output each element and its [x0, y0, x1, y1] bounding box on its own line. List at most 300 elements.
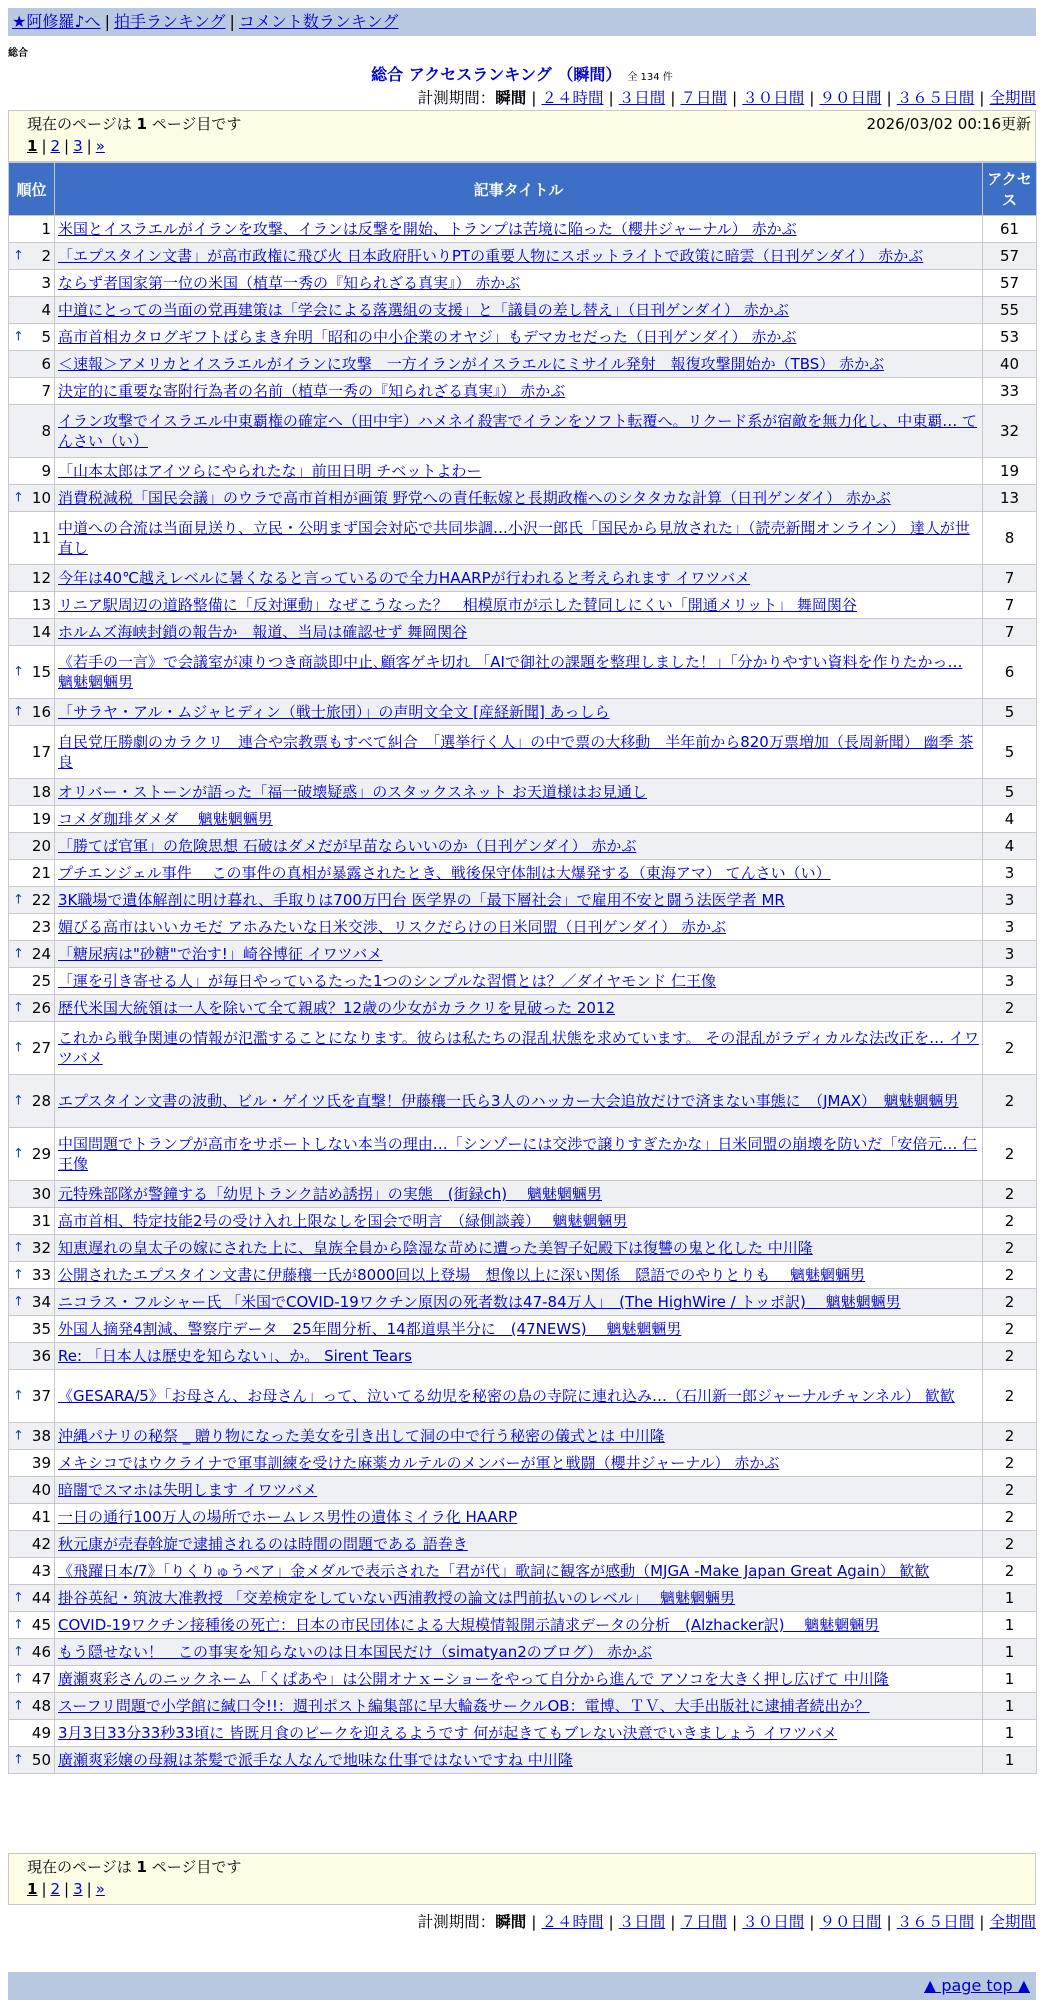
- access-count: 3: [983, 968, 1037, 995]
- rank-number: 18: [31, 783, 51, 801]
- article-link[interactable]: 「エプスタイン文書」が高市政権に飛び火 日本政府肝いりPTの重要人物にスポットライトで政策に暗雲（日刊ゲンダイ） 赤かぶ: [58, 247, 924, 265]
- title-cell: [55, 1747, 983, 1774]
- access-count: 19: [983, 458, 1037, 485]
- title-cell: [55, 351, 983, 378]
- title-cell: [55, 1316, 983, 1343]
- table-row: [9, 1022, 1037, 1075]
- article-link[interactable]: イラン攻撃でイスラエル中東覇権の確定へ（田中宇）ハメネイ殺害でイランをソフト転覆へ。リクード系が宿敵を無力化し、中東覇… てんさい（い）: [58, 412, 978, 450]
- rank-cell: [9, 779, 55, 806]
- rank-number: 41: [31, 1508, 51, 1526]
- page-link[interactable]: 2: [50, 1880, 61, 1898]
- rank-number: 43: [31, 1562, 51, 1580]
- access-count: 5: [983, 699, 1037, 726]
- rank-number: 17: [31, 743, 51, 761]
- period-option-link[interactable]: ９０日間: [819, 89, 882, 107]
- article-link[interactable]: 高市首相カタログギフトばらまき弁明「昭和の中小企業のオヤジ」もデマカセだった（日刊ゲンダイ） 赤かぶ: [58, 328, 797, 346]
- access-count: 2: [983, 1316, 1037, 1343]
- period-option-link[interactable]: ２４時間: [541, 1913, 604, 1931]
- rank-number: 28: [31, 1092, 51, 1110]
- period-selector-top: [418, 86, 1036, 108]
- period-separator: |: [608, 1913, 614, 1931]
- table-row: [9, 1504, 1037, 1531]
- period-separator: |: [886, 89, 892, 107]
- rank-cell: [9, 619, 55, 646]
- article-link[interactable]: 3月3日33分33秒33頃に 皆既月食のピークを迎えるようです 何が起きてもブレない決意でいきましょう イワツバメ: [58, 1724, 838, 1742]
- page-info-top: [8, 110, 1036, 162]
- table-row: [9, 699, 1037, 726]
- title-cell: [55, 1075, 983, 1128]
- rank-cell: [9, 1423, 55, 1450]
- rank-cell: [9, 1289, 55, 1316]
- rank-cell: [9, 1477, 55, 1504]
- access-count: 61: [983, 216, 1037, 243]
- page-link[interactable]: »: [95, 1880, 105, 1898]
- period-separator: |: [670, 89, 676, 107]
- rank-number: 46: [31, 1643, 51, 1661]
- asyura-home-link[interactable]: ★阿修羅♪へ: [12, 12, 101, 31]
- title-cell: [55, 297, 983, 324]
- article-link[interactable]: 今年は40℃越えレベルに暑くなると言っているので全力HAARPが行われると考えられます イワツバメ: [58, 569, 751, 587]
- article-link[interactable]: 廣瀬爽彩さんのニックネーム「くぱあや」は公開オナｘ−ショーをやって自分から進んで アソコを大きく押し広げて 中川隆: [58, 1670, 889, 1688]
- table-row: [9, 1693, 1037, 1720]
- period-separator: |: [886, 1913, 892, 1931]
- article-link[interactable]: 沖縄パナリの秘祭 _ 贈り物になった美女を引き出して洞の中で行う秘密の儀式とは 中川隆: [58, 1427, 665, 1445]
- page-link[interactable]: 3: [73, 137, 83, 155]
- title-cell: [55, 619, 983, 646]
- rank-cell: [9, 1747, 55, 1774]
- rank-cell: [9, 995, 55, 1022]
- access-count: 7: [983, 592, 1037, 619]
- period-option-link[interactable]: ９０日間: [819, 1913, 882, 1931]
- rank-cell: [9, 1450, 55, 1477]
- access-count: 3: [983, 941, 1037, 968]
- rank-number: 11: [31, 529, 51, 547]
- access-count: 2: [983, 1262, 1037, 1289]
- rank-number: 25: [31, 972, 51, 990]
- rank-cell: [9, 1370, 55, 1423]
- title-cell: [55, 699, 983, 726]
- article-link[interactable]: これから戦争関連の情報が氾濫することになります。彼らは私たちの混乱状態を求めています。 その混乱がラディカルな法改正を… イワツバメ: [58, 1029, 979, 1067]
- rank-cell: [9, 243, 55, 270]
- access-count: 8: [983, 512, 1037, 565]
- title-cell: [55, 270, 983, 297]
- period-separator: |: [809, 89, 815, 107]
- rank-cell: [9, 324, 55, 351]
- rank-cell: [9, 1612, 55, 1639]
- article-link[interactable]: 「糖尿病は"砂糖"で治す!」崎谷博征 イワツバメ: [58, 945, 383, 963]
- article-link[interactable]: もう隠せない！ この事実を知らないのは日本国民だけ（simatyan2のブログ） 赤かぶ: [58, 1643, 653, 1661]
- access-count: 5: [983, 726, 1037, 779]
- article-link[interactable]: 《GESARA/5》「お母さん、お母さん」って、泣いてる幼児を秘密の島の寺院に連れ込み…（石川新一郎ジャーナルチャンネル） 歓歓: [58, 1387, 955, 1405]
- table-row: [9, 512, 1037, 565]
- article-link[interactable]: 高市首相、特定技能2号の受け入れ上限なしを国会で明言 （緑側談義） 魑魅魍魎男: [58, 1212, 628, 1230]
- period-option-link[interactable]: ３６５日間: [896, 1913, 975, 1931]
- table-row: [9, 860, 1037, 887]
- rank-number: 15: [31, 663, 51, 681]
- page-link[interactable]: 2: [50, 137, 61, 155]
- rank-number: 29: [31, 1145, 51, 1163]
- period-option-link[interactable]: 全期間: [989, 89, 1036, 107]
- table-row: [9, 1477, 1037, 1504]
- rank-cell: [9, 565, 55, 592]
- current-page-text: 現在のページは 1 ページ目です: [27, 1858, 242, 1876]
- rank-cell: [9, 1128, 55, 1181]
- article-link[interactable]: 掛谷英紀・筑波大准教授 「交差検定をしていない西浦教授の論文は門前払いのレベル」 魑魅魍魎男: [58, 1589, 736, 1607]
- access-count: 2: [983, 1235, 1037, 1262]
- rank-up-arrow-icon: ↑: [13, 248, 24, 264]
- access-count: 2: [983, 1531, 1037, 1558]
- article-link[interactable]: コメダ珈琲ダメダ 魑魅魍魎男: [58, 810, 273, 828]
- rank-number: 14: [31, 623, 51, 641]
- article-link[interactable]: ＜速報＞アメリカとイスラエルがイランに攻撃 一方イランがイスラエルにミサイル発射 報復攻撃開始か（TBS） 赤かぶ: [58, 355, 885, 373]
- title-cell: [55, 887, 983, 914]
- article-link[interactable]: 《若手の一言》で会議室が凍りつき商談即中止､顧客ゲキ切れ 「AIで御社の課題を整理しました！｣「分かりやすい資料を作りたかっ… 魑魅魍魎男: [58, 653, 963, 691]
- table-row: [9, 1262, 1037, 1289]
- access-count: 4: [983, 806, 1037, 833]
- table-row: [9, 297, 1037, 324]
- article-link[interactable]: 「サラヤ・アル・ムジャヒディン（戦士旅団）」の声明文全文 [産経新聞] あっしら: [58, 703, 610, 721]
- rank-number: 38: [31, 1427, 51, 1445]
- table-row: [9, 968, 1037, 995]
- rank-number: 49: [31, 1724, 51, 1742]
- rank-number: 31: [31, 1212, 51, 1230]
- article-link[interactable]: ならず者国家第一位の米国（植草一秀の『知られざる真実』） 赤かぶ: [58, 274, 521, 292]
- article-link[interactable]: オリバー・ストーンが語った「福一破壊疑惑」のスタックスネット お天道様はお見通し: [58, 783, 647, 801]
- title-cell: [55, 485, 983, 512]
- table-row: [9, 1181, 1037, 1208]
- page-title: [0, 62, 1044, 85]
- comment-ranking-link[interactable]: コメント数ランキング: [238, 12, 399, 31]
- table-row: [9, 458, 1037, 485]
- rank-cell: [9, 216, 55, 243]
- rank-cell: [9, 1585, 55, 1612]
- rank-number: 30: [31, 1185, 51, 1203]
- article-link[interactable]: 決定的に重要な寄附行為者の名前（植草一秀の『知られざる真実』） 赤かぶ: [58, 382, 566, 400]
- access-count: 2: [983, 1208, 1037, 1235]
- article-link[interactable]: 中国問題でトランプが高市をサポートしない本当の理由…「シンゾーには交渉で譲りすぎたかな」日米同盟の崩壊を防いだ「安倍元… 仁王像: [58, 1135, 978, 1173]
- article-link[interactable]: 《飛躍日本/7》「りくりゅうペア」金メダルで表示された「君が代」歌詞に観客が感動（MJGA -Make Japan Great Again） 歓歓: [58, 1562, 930, 1580]
- title-cell: [55, 1235, 983, 1262]
- article-link[interactable]: 元特殊部隊が警鐘する「幼児トランク詰め誘拐」の実態 (街録ch) 魑魅魍魎男: [58, 1185, 602, 1203]
- access-count: 2: [983, 1289, 1037, 1316]
- rank-cell: [9, 726, 55, 779]
- rank-cell: [9, 592, 55, 619]
- rank-up-arrow-icon: ↑: [13, 1294, 24, 1310]
- title-cell: [55, 1289, 983, 1316]
- table-row: [9, 405, 1037, 458]
- article-link[interactable]: 中道にとっての当面の党再建策は「学会による落選組の支援」と「議員の差し替え」（日刊ゲンダイ） 赤かぶ: [58, 301, 789, 319]
- rank-up-arrow-icon: ↑: [13, 1644, 24, 1660]
- access-count: 40: [983, 351, 1037, 378]
- current-page-text: 現在のページは 1 ページ目です: [27, 115, 242, 133]
- rank-number: 5: [41, 328, 51, 346]
- rank-up-arrow-icon: ↑: [13, 1617, 24, 1633]
- table-row: [9, 1289, 1037, 1316]
- article-link[interactable]: 「運を引き寄せる人」が毎日やっているたった1つのシンプルな習慣とは？／ダイヤモンド 仁王像: [58, 972, 717, 990]
- rank-number: 3: [41, 274, 51, 292]
- title-cell: [55, 243, 983, 270]
- table-row: [9, 565, 1037, 592]
- article-link[interactable]: COVID-19ワクチン接種後の死亡：日本の市民団体による大規模情報開示請求データの分析 (Alzhacker訳) 魑魅魍魎男: [58, 1616, 880, 1634]
- rank-number: 1: [41, 220, 51, 238]
- rank-up-arrow-icon: ↑: [13, 1590, 24, 1606]
- title-cell: [55, 1666, 983, 1693]
- rank-number: 33: [31, 1266, 51, 1284]
- access-count: 2: [983, 1022, 1037, 1075]
- period-label: 計測期間：: [417, 89, 496, 107]
- applause-ranking-link[interactable]: 拍手ランキング: [113, 12, 226, 31]
- rank-cell: [9, 1208, 55, 1235]
- access-count: 1: [983, 1666, 1037, 1693]
- title-cell: [55, 1022, 983, 1075]
- article-link[interactable]: 公開されたエプスタイン文書に伊藤穰一氏が8000回以上登場 想像以上に深い関係 隠語でのやりとりも 魑魅魍魎男: [58, 1266, 866, 1284]
- rank-cell: [9, 351, 55, 378]
- table-row: [9, 270, 1037, 297]
- rank-cell: [9, 1343, 55, 1370]
- period-separator: |: [809, 1913, 815, 1931]
- rank-cell: [9, 405, 55, 458]
- rank-cell: [9, 1075, 55, 1128]
- article-link[interactable]: 自民党圧勝劇のカラクリ 連合や宗教票もすべて糾合 「選挙行く人」の中で票の大移動 半年前から820万票増加（長周新聞） 幽季 茶良: [58, 733, 974, 771]
- rank-cell: [9, 887, 55, 914]
- title-cell: [55, 941, 983, 968]
- period-option-link[interactable]: ３日間: [618, 1913, 666, 1931]
- rank-cell: [9, 833, 55, 860]
- article-link[interactable]: Re: 「日本人は歴史を知らない」、か。 Sirent Tears: [58, 1347, 412, 1365]
- article-link[interactable]: ホルムズ海峡封鎖の報告か 報道、当局は確認せず 舞岡関谷: [58, 623, 468, 641]
- rank-number: 13: [31, 596, 51, 614]
- title-cell: [55, 833, 983, 860]
- rank-number: 24: [31, 945, 51, 963]
- article-link[interactable]: メキシコではウクライナで軍事訓練を受けた麻薬カルテルのメンバーが軍と戦闘（櫻井ジャーナル） 赤かぶ: [58, 1454, 780, 1472]
- period-label: 計測期間：: [417, 1913, 496, 1931]
- access-count: 1: [983, 1639, 1037, 1666]
- article-link[interactable]: 廣瀬爽彩嬢の母親は茶髪で派手な人なんで地味な仕事ではないですね 中川隆: [58, 1751, 573, 1769]
- article-link[interactable]: スーフリ問題で小学館に緘口令!!：週刊ポスト編集部に早大輪姦サークルOB：電博、ＴＶ、大手出版社に逮捕者続出か？: [58, 1697, 870, 1715]
- period-separator: |: [979, 1913, 985, 1931]
- table-row: [9, 485, 1037, 512]
- table-row: [9, 887, 1037, 914]
- page-separator: |: [86, 1880, 92, 1898]
- table-row: [9, 995, 1037, 1022]
- rank-number: 40: [31, 1481, 51, 1499]
- access-count: 7: [983, 619, 1037, 646]
- period-option-link[interactable]: ３日間: [618, 89, 666, 107]
- title-cell: [55, 512, 983, 565]
- rank-number: 21: [31, 864, 51, 882]
- table-row: [9, 1235, 1037, 1262]
- rank-number: 10: [31, 489, 51, 507]
- article-link[interactable]: 知恵遅れの皇太子の嫁にされた上に、皇族全員から陰湿な苛めに遭った美智子妃殿下は復讐の鬼と化した 中川隆: [58, 1239, 813, 1257]
- rank-up-arrow-icon: ↑: [13, 1388, 24, 1404]
- table-row: [9, 1343, 1037, 1370]
- rank-number: 7: [41, 382, 51, 400]
- title-cell: [55, 565, 983, 592]
- nav-separator: |: [104, 12, 110, 31]
- table-row: [9, 619, 1037, 646]
- period-separator: |: [979, 89, 985, 107]
- period-separator: |: [732, 1913, 738, 1931]
- page-top-link[interactable]: ▲ page top ▲: [923, 1976, 1030, 1995]
- title-cell: [55, 1208, 983, 1235]
- rank-number: 42: [31, 1535, 51, 1553]
- page-link[interactable]: »: [95, 137, 105, 155]
- table-row: [9, 1585, 1037, 1612]
- table-row: [9, 351, 1037, 378]
- page-separator: |: [64, 137, 70, 155]
- rank-number: 34: [31, 1293, 51, 1311]
- title-cell: [55, 405, 983, 458]
- rank-cell: [9, 646, 55, 699]
- access-count: 3: [983, 887, 1037, 914]
- access-count: 57: [983, 243, 1037, 270]
- rank-cell: [9, 1022, 55, 1075]
- article-link[interactable]: ニコラス・フルシャー氏 「米国でCOVID-19ワクチン原因の死者数は47-84万人」 (The HighWire / トッポ訳) 魑魅魍魎男: [58, 1293, 901, 1311]
- page-separator: |: [86, 137, 92, 155]
- current-page-number: 1: [27, 1880, 38, 1898]
- rank-up-arrow-icon: ↑: [13, 1671, 24, 1687]
- rank-up-arrow-icon: ↑: [13, 664, 24, 680]
- period-option-link[interactable]: ２４時間: [541, 89, 604, 107]
- article-link[interactable]: プチエンジェル事件 この事件の真相が暴露されたとき、戦後保守体制は大爆発する（東海アマ） てんさい（い）: [58, 864, 831, 882]
- rank-up-arrow-icon: ↑: [13, 704, 24, 720]
- rank-cell: [9, 914, 55, 941]
- title-cell: [55, 1262, 983, 1289]
- access-count: 1: [983, 1720, 1037, 1747]
- period-separator: |: [732, 89, 738, 107]
- rank-cell: [9, 806, 55, 833]
- rank-column-header: 順位: [9, 163, 55, 216]
- rank-number: 50: [31, 1751, 51, 1769]
- title-cell: [55, 1585, 983, 1612]
- rank-cell: [9, 512, 55, 565]
- current-page-number: 1: [27, 137, 38, 155]
- article-link[interactable]: リニア駅周辺の道路整備に「反対運動」なぜこうなった？ 相模原市が示した賛同しにくい「開通メリット」 舞岡関谷: [58, 596, 857, 614]
- period-option-link[interactable]: ７日間: [680, 1913, 727, 1931]
- rank-cell: [9, 1235, 55, 1262]
- period-current: 瞬間: [495, 89, 527, 107]
- rank-up-arrow-icon: ↑: [13, 1240, 24, 1256]
- rank-cell: [9, 1181, 55, 1208]
- article-link[interactable]: 中道への合流は当面見送り、立民・公明まず国会対応で共同歩調…小沢一郎氏「国民から見放された」（読売新聞オンライン） 達人が世直し: [58, 519, 970, 557]
- page-separator: |: [64, 1880, 70, 1898]
- period-separator: |: [531, 89, 537, 107]
- title-cell: [55, 1639, 983, 1666]
- rank-cell: [9, 699, 55, 726]
- rank-number: 32: [31, 1239, 51, 1257]
- period-option-link[interactable]: 全期間: [989, 1913, 1036, 1931]
- table-row: [9, 914, 1037, 941]
- rank-cell: [9, 1262, 55, 1289]
- access-count: 1: [983, 1585, 1037, 1612]
- table-row: [9, 806, 1037, 833]
- rank-number: 36: [31, 1347, 51, 1365]
- title-cell: [55, 1531, 983, 1558]
- table-row: [9, 243, 1037, 270]
- period-option-link[interactable]: ７日間: [680, 89, 727, 107]
- title-cell: [55, 1181, 983, 1208]
- title-cell: [55, 968, 983, 995]
- rank-number: 27: [31, 1039, 51, 1057]
- rank-up-arrow-icon: ↑: [13, 1000, 24, 1016]
- title-cell: [55, 1450, 983, 1477]
- title-cell: [55, 1343, 983, 1370]
- period-option-link[interactable]: ３０日間: [742, 1913, 805, 1931]
- rank-cell: [9, 1666, 55, 1693]
- rank-up-arrow-icon: ↑: [13, 1698, 24, 1714]
- table-row: [9, 592, 1037, 619]
- article-link[interactable]: 「山本太郎はアイツらにやられたな」前田日明 チベットよわー: [58, 462, 482, 480]
- rank-number: 22: [31, 891, 51, 909]
- nav-separator: |: [229, 12, 235, 31]
- table-row: [9, 1370, 1037, 1423]
- rank-cell: [9, 1558, 55, 1585]
- article-link[interactable]: 3K職場で遺体解剖に明け暮れ、手取りは700万円台 医学界の「最下層社会」で雇用不安と闘う法医学者 MR: [58, 891, 785, 909]
- title-column-header: 記事タイトル: [55, 163, 983, 216]
- title-cell: [55, 779, 983, 806]
- rank-cell: [9, 378, 55, 405]
- rank-number: 9: [41, 462, 51, 480]
- article-link[interactable]: 消費税減税「国民会議」のウラで高市首相が画策 野党への責任転嫁と長期政権へのシタタカな計算（日刊ゲンダイ） 赤かぶ: [58, 489, 891, 507]
- table-row: [9, 1075, 1037, 1128]
- ranking-table: [8, 162, 1037, 1774]
- article-link[interactable]: 歴代米国大統領は一人を除いて全て親戚？12歳の少女がカラクリを見破った 2012: [58, 999, 616, 1017]
- table-row: [9, 1666, 1037, 1693]
- article-link[interactable]: 米国とイスラエルがイランを攻撃、イランは反撃を開始、トランプは苦境に陥った（櫻井ジャーナル） 赤かぶ: [58, 220, 797, 238]
- rank-number: 44: [31, 1589, 51, 1607]
- page-link[interactable]: 3: [73, 1880, 83, 1898]
- period-option-link[interactable]: ３６５日間: [896, 89, 975, 107]
- rank-up-arrow-icon: ↑: [13, 1040, 24, 1056]
- table-row: [9, 1612, 1037, 1639]
- access-count: 7: [983, 565, 1037, 592]
- access-count: 1: [983, 1612, 1037, 1639]
- category-label: 総合: [8, 48, 28, 59]
- table-row: [9, 833, 1037, 860]
- total-count: 全 134 件: [627, 72, 673, 83]
- rank-cell: [9, 1504, 55, 1531]
- table-row: [9, 324, 1037, 351]
- title-cell: [55, 1128, 983, 1181]
- period-option-link[interactable]: ３０日間: [742, 89, 805, 107]
- title-cell: [55, 1558, 983, 1585]
- rank-cell: [9, 270, 55, 297]
- rank-number: 48: [31, 1697, 51, 1715]
- article-link[interactable]: エプスタイン文書の波動、ビル・ゲイツ氏を直撃！伊藤穰一氏ら3人のハッカー大会追放だけで済まない事態に （JMAX） 魑魅魍魎男: [58, 1092, 959, 1110]
- title-cell: [55, 806, 983, 833]
- access-count: 6: [983, 646, 1037, 699]
- article-link[interactable]: 「勝てば官軍」の危険思想 石破はダメだが早苗ならいいのか（日刊ゲンダイ） 赤かぶ: [58, 837, 637, 855]
- access-count: 2: [983, 1450, 1037, 1477]
- rank-up-arrow-icon: ↑: [13, 892, 24, 908]
- article-link[interactable]: 暗闇でスマホは失明します イワツバメ: [58, 1481, 318, 1499]
- rank-cell: [9, 1531, 55, 1558]
- article-link[interactable]: 一日の通行100万人の場所でホームレス男性の遺体ミイラ化 HAARP: [58, 1508, 518, 1526]
- article-link[interactable]: 外国人摘発4割減、警察庁データ 25年間分析、14都道県半分に (47NEWS) 魑魅魍魎男: [58, 1320, 682, 1338]
- period-separator: |: [608, 89, 614, 107]
- title-cell: [55, 1720, 983, 1747]
- rank-cell: [9, 1693, 55, 1720]
- article-link[interactable]: 媚びる高市はいいカモだ アホみたいな日米交渉、リスクだらけの日米同盟（日刊ゲンダイ） 赤かぶ: [58, 918, 727, 936]
- period-separator: |: [531, 1913, 537, 1931]
- article-link[interactable]: 秋元康が売春斡旋で逮捕されるのは時間の問題である 語巻き: [58, 1535, 468, 1553]
- access-column-header: アクセス: [983, 163, 1037, 216]
- rank-number: 12: [31, 569, 51, 587]
- table-row: [9, 1720, 1037, 1747]
- table-row: [9, 941, 1037, 968]
- access-count: 2: [983, 1477, 1037, 1504]
- access-count: 1: [983, 1747, 1037, 1774]
